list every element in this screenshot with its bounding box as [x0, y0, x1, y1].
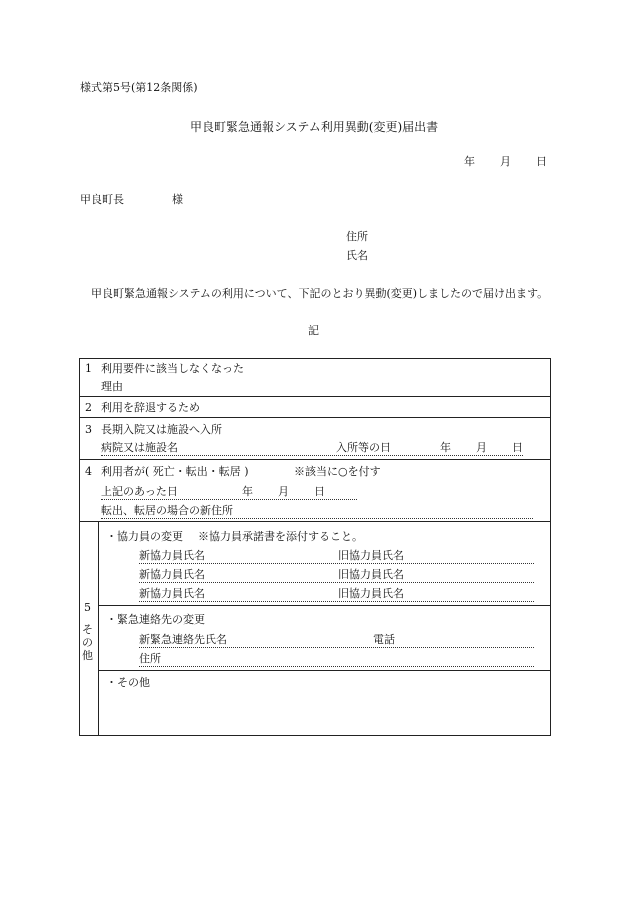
row4-address-dotted-line [101, 518, 533, 519]
section5-side-char-1: そ [82, 623, 93, 636]
row3-dotted-line [101, 455, 523, 456]
row3-number: 3 [85, 423, 92, 436]
body-text: 甲良町緊急通報システムの利用について、下記のとおり異動(変更)しましたので届け出ます。 [91, 287, 549, 300]
address-label: 住所 [346, 230, 368, 243]
section5-number: 5 [84, 601, 91, 614]
coop-new-name-3: 新協力員氏名 [139, 587, 205, 600]
coop-change-note: ※協力員承諾書を添付すること。 [198, 530, 363, 543]
row4-text: 利用者が( 死亡・転出・転居 ) [101, 465, 249, 478]
emergency-address-label: 住所 [139, 652, 161, 665]
row2-number: 2 [85, 401, 92, 414]
row4-month: 月 [278, 485, 289, 498]
row4-new-address-label: 転出、転居の場合の新住所 [101, 504, 233, 517]
row-divider-1 [79, 396, 551, 397]
row1-text: 利用要件に該当しなくなった [101, 362, 244, 375]
coop-dotted-line-3 [139, 601, 534, 602]
emergency-dotted-line-1 [139, 647, 534, 648]
row4-date-dotted-line [101, 499, 357, 500]
row-divider-2 [79, 417, 551, 418]
coop-old-name-3: 旧協力員氏名 [338, 587, 404, 600]
row4-day: 日 [314, 485, 325, 498]
table-left [79, 358, 80, 736]
row3-text: 長期入院又は施設へ入所 [101, 423, 222, 436]
row4-date-label: 上記のあった日 [101, 485, 178, 498]
document-title: 甲良町緊急通報システム利用異動(変更)届出書 [190, 120, 439, 134]
coop-dotted-line-2 [139, 582, 534, 583]
ki-label: 記 [308, 324, 319, 337]
form-number: 様式第5号(第12条関係) [80, 81, 198, 94]
honorific: 様 [172, 193, 183, 206]
coop-new-name-2: 新協力員氏名 [139, 568, 205, 581]
row4-note: ※該当に○を付す [294, 465, 381, 478]
table-top [79, 358, 551, 359]
name-label: 氏名 [346, 249, 368, 262]
emergency-name-label: 新緊急連絡先氏名 [139, 633, 227, 646]
addressee: 甲良町長 [80, 193, 124, 206]
row2-text: 利用を辞退するため [101, 401, 200, 414]
table-right [550, 358, 551, 736]
date-year: 年 [464, 155, 475, 168]
row1-reason: 理由 [101, 380, 123, 393]
row4-number: 4 [85, 465, 92, 478]
coop-change-title: ・協力員の変更 [106, 530, 183, 543]
coop-old-name-1: 旧協力員氏名 [338, 549, 404, 562]
row-divider-3 [79, 459, 551, 460]
row-divider-4 [79, 521, 551, 522]
table-bottom [79, 735, 551, 736]
date-month: 月 [500, 155, 511, 168]
coop-old-name-2: 旧協力員氏名 [338, 568, 404, 581]
coop-new-name-1: 新協力員氏名 [139, 549, 205, 562]
row1-number: 1 [85, 362, 92, 375]
section5-side-char-3: 他 [82, 649, 93, 662]
emergency-change-title: ・緊急連絡先の変更 [106, 613, 205, 626]
row3-hospital-label: 病院又は施設名 [101, 441, 178, 454]
section5-side-char-2: の [82, 636, 93, 649]
coop-dotted-line-1 [139, 563, 534, 564]
emergency-dotted-line-2 [139, 666, 534, 667]
other-title: ・その他 [106, 676, 150, 689]
section5-column-divider [98, 521, 99, 736]
row3-year: 年 [440, 441, 451, 454]
date-day: 日 [536, 155, 547, 168]
section5-divider-1 [98, 605, 551, 606]
section5-divider-2 [98, 670, 551, 671]
row3-day: 日 [512, 441, 523, 454]
row4-year: 年 [242, 485, 253, 498]
row3-month: 月 [476, 441, 487, 454]
row3-admit-label: 入所等の日 [336, 441, 391, 454]
emergency-phone-label: 電話 [373, 633, 395, 646]
